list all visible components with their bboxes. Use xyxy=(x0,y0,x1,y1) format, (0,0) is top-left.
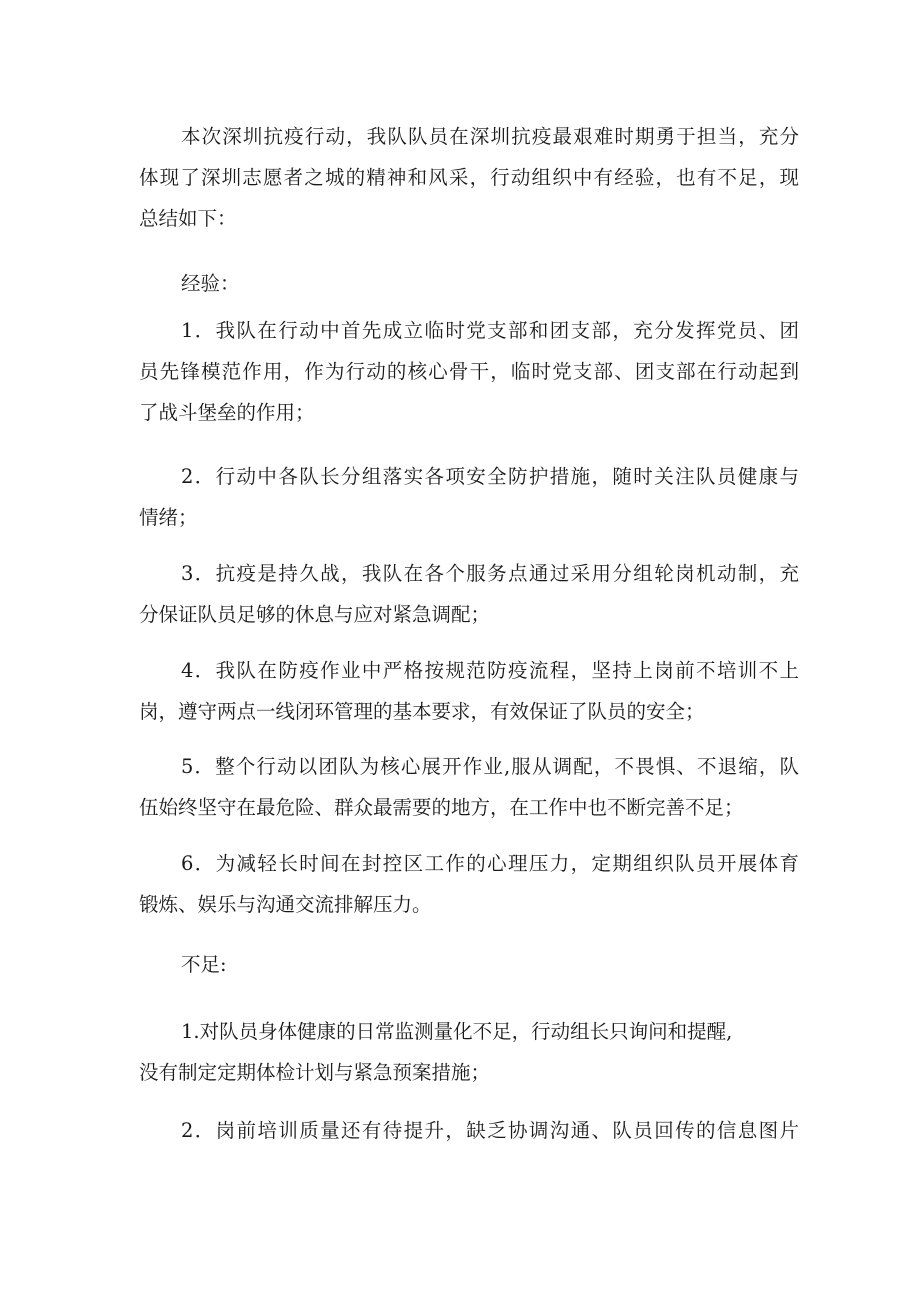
text-line: 情绪； xyxy=(139,506,198,529)
section-heading: 经验： xyxy=(181,272,240,295)
text-line: 本次深圳抗疫行动，我队队员在深圳抗疫最艰难时期勇于担当，充分 xyxy=(181,125,799,148)
text-line: 分保证队员足够的休息与应对紧急调配； xyxy=(139,603,491,626)
text-line: 伍始终坚守在最危险、群众最需要的地方，在工作中也不断完善不足； xyxy=(139,796,744,819)
text-line: 1.对队员身体健康的日常监测量化不足，行动组长只询问和提醒, xyxy=(181,1020,733,1043)
experience-item-6 xyxy=(139,843,799,925)
intro-paragraph xyxy=(139,116,799,239)
text-line: 4．我队在防疫作业中严格按规范防疫流程，坚持上岗前不培训不上 xyxy=(181,659,799,682)
shortcoming-item-2 xyxy=(139,1110,799,1151)
experience-item-2 xyxy=(139,456,799,538)
experience-heading xyxy=(139,263,799,304)
text-line: 了战斗堡垒的作用； xyxy=(139,401,315,424)
text-line: 没有制定定期体检计划与紧急预案措施； xyxy=(139,1061,491,1084)
experience-item-5 xyxy=(139,746,799,828)
experience-item-3 xyxy=(139,553,799,635)
text-line: 员先锋模范作用，作为行动的核心骨干，临时党支部、团支部在行动起到 xyxy=(139,360,799,383)
shortcomings-heading xyxy=(139,944,799,985)
text-line: 1．我队在行动中首先成立临时党支部和团支部，充分发挥党员、团 xyxy=(181,319,799,342)
text-line: 体现了深圳志愿者之城的精神和风采，行动组织中有经验，也有不足，现 xyxy=(139,166,799,189)
shortcoming-item-1 xyxy=(139,1011,799,1093)
text-line: 锻炼、娱乐与沟通交流排解压力。 xyxy=(139,893,432,916)
text-line: 5．整个行动以团队为核心展开作业,服从调配，不畏惧、不退缩，队 xyxy=(181,755,799,778)
text-line: 6．为减轻长时间在封控区工作的心理压力，定期组织队员开展体育 xyxy=(181,852,799,875)
section-heading: 不足: xyxy=(181,953,227,976)
text-line: 2．岗前培训质量还有待提升，缺乏协调沟通、队员回传的信息图片 xyxy=(181,1119,799,1142)
text-line: 2．行动中各队长分组落实各项安全防护措施，随时关注队员健康与 xyxy=(181,465,799,488)
text-line: 岗，遵守两点一线闭环管理的基本要求，有效保证了队员的安全； xyxy=(139,700,705,723)
experience-item-1 xyxy=(139,310,799,433)
experience-item-4 xyxy=(139,650,799,732)
text-line: 总结如下： xyxy=(139,207,237,230)
text-line: 3．抗疫是持久战，我队在各个服务点通过采用分组轮岗机动制，充 xyxy=(181,562,799,585)
